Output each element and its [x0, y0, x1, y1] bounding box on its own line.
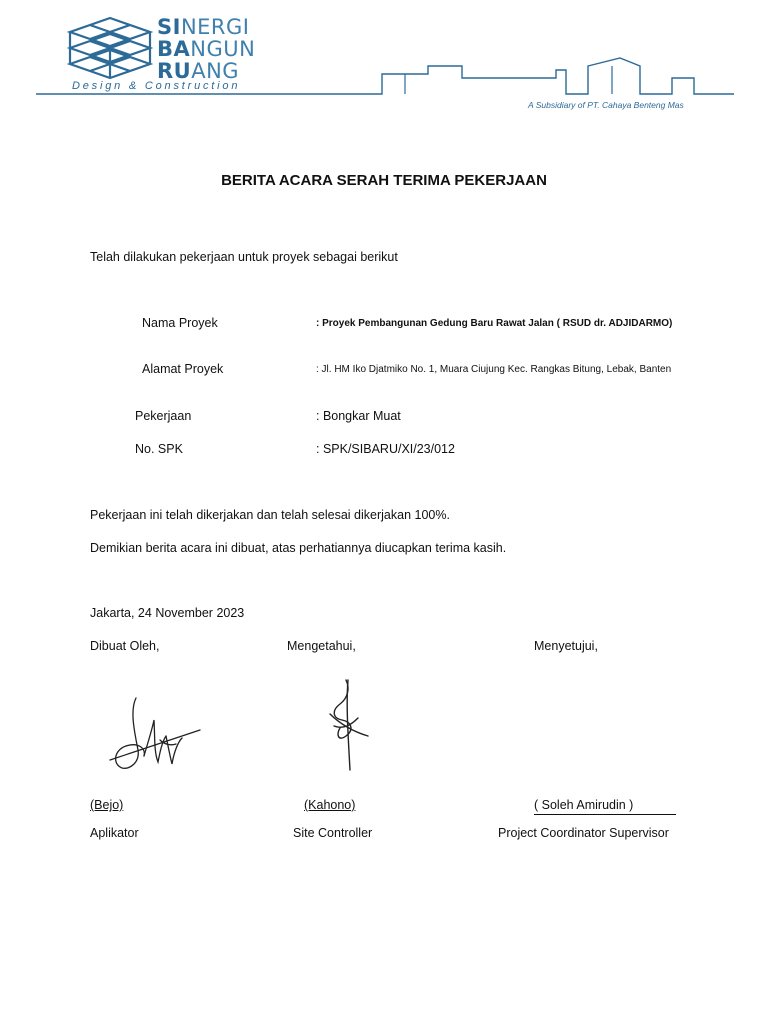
brand-line-1: SINERGI [157, 15, 250, 39]
closing-statement: Demikian berita acara ini dibuat, atas perhatiannya diucapkan terima kasih. [90, 541, 507, 555]
brand-line-3: RUANG [157, 59, 240, 83]
signatory-position-creator: Aplikator [90, 826, 139, 840]
field-value-pekerjaan: : Bongkar Muat [316, 409, 401, 423]
signatory-name-creator: (Bejo) [90, 798, 124, 812]
subsidiary-note: A Subsidiary of PT. Cahaya Benteng Mas [528, 100, 684, 110]
intro-text: Telah dilakukan pekerjaan untuk proyek sebagai berikut [90, 250, 398, 264]
completion-statement: Pekerjaan ini telah dikerjakan dan telah selesai dikerjakan 100%. [90, 508, 450, 522]
signatory-position-acknowledger: Site Controller [293, 826, 373, 840]
signatory-position-approver: Project Coordinator Supervisor [498, 826, 669, 840]
signature-kahono [310, 674, 380, 778]
field-label-no-spk: No. SPK [135, 442, 183, 456]
brand-tagline: Design & Construction [72, 80, 241, 92]
sign-heading-acknowledger: Mengetahui, [287, 639, 356, 653]
field-value-nama-proyek: : Proyek Pembangunan Gedung Baru Rawat Jalan ( RSUD dr. ADJIDARMO) [316, 318, 673, 329]
field-label-nama-proyek: Nama Proyek [142, 316, 218, 330]
field-value-no-spk: : SPK/SIBARU/XI/23/012 [316, 442, 455, 456]
field-label-pekerjaan: Pekerjaan [135, 409, 192, 423]
approver-signature-line [534, 814, 676, 815]
place-date: Jakarta, 24 November 2023 [90, 606, 245, 620]
signatory-name-approver: ( Soleh Amirudin ) [534, 798, 634, 812]
sign-heading-approver: Menyetujui, [534, 639, 598, 653]
signatory-name-acknowledger: (Kahono) [304, 798, 356, 812]
document-title: BERITA ACARA SERAH TERIMA PEKERJAAN [221, 172, 547, 189]
field-label-alamat-proyek: Alamat Proyek [142, 362, 224, 376]
signature-bejo [100, 690, 210, 780]
brand-line-2: BANGUN [157, 37, 256, 61]
field-value-alamat-proyek: : Jl. HM Iko Djatmiko No. 1, Muara Ciujung Kec. Rangkas Bitung, Lebak, Banten [316, 364, 672, 375]
sign-heading-creator: Dibuat Oleh, [90, 639, 160, 653]
brand-name [157, 16, 255, 82]
